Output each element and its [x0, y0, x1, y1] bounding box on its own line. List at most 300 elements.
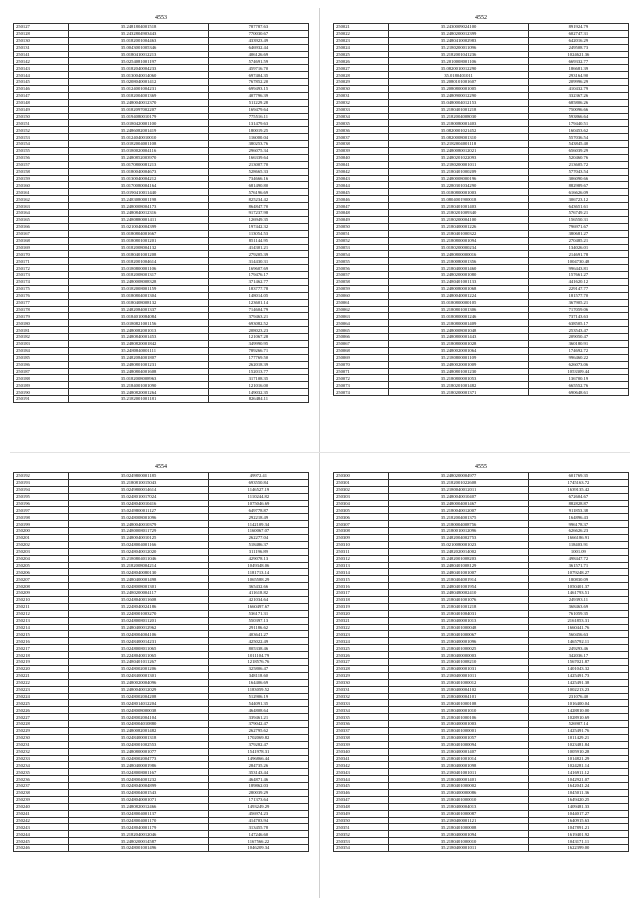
coordinate-cell: 35.2180201009340 [389, 210, 529, 217]
table-row [14, 507, 309, 514]
coordinate-cell: 35.0182097002207 [69, 106, 209, 113]
row-id-cell: 250060 [334, 292, 389, 299]
row-id-cell: 250225 [14, 700, 69, 707]
coordinate-cell: 35.2080101001607 [389, 79, 529, 86]
row-id-cell: 250337 [334, 727, 389, 734]
coordinate-cell: 35.2180401001218 [389, 603, 529, 610]
value-cell: 1649420.25 [528, 796, 628, 803]
row-id-cell: 250156 [14, 154, 69, 161]
table-row [14, 514, 309, 521]
table-row [334, 327, 629, 334]
value-cell: 685806.26 [528, 99, 628, 106]
row-id-cell: 250209 [14, 590, 69, 597]
value-cell: 325806.47 [208, 665, 308, 672]
coordinate-cell: 35.2480410002983 [389, 37, 529, 44]
coordinate-cell: 35.2480008011729 [69, 528, 209, 535]
row-id-cell: 250229 [14, 727, 69, 734]
row-id-cell: 250242 [14, 817, 69, 824]
value-cell: 379463.21 [208, 313, 308, 320]
coordinate-cell: 35.2480820001842 [69, 340, 209, 347]
table-row [334, 278, 629, 285]
table-row [14, 803, 309, 810]
row-id-cell: 250240 [14, 803, 69, 810]
coordinate-cell: 35.2480480002410 [389, 590, 529, 597]
value-cell: 1053309.44 [528, 368, 628, 375]
table-row [334, 120, 629, 127]
value-cell: 882989.67 [528, 182, 628, 189]
table-row [14, 320, 309, 327]
table-row [334, 272, 629, 279]
value-cell: 1046209.34 [208, 845, 308, 852]
table-row [334, 776, 629, 783]
row-id-cell: 250340 [334, 748, 389, 755]
coordinate-cell: 35.0820008001310 [389, 134, 529, 141]
value-cell: 249293.46 [528, 645, 628, 652]
coordinate-cell: 35.0180800001106 [69, 265, 209, 272]
value-cell: 425022.49 [208, 638, 308, 645]
table-row [334, 631, 629, 638]
row-id-cell: 250216 [14, 638, 69, 645]
coordinate-cell: 35.2480040010407 [389, 493, 529, 500]
value-cell: 1016400.04 [528, 700, 628, 707]
row-id-cell: 250166 [14, 223, 69, 230]
value-cell: 1642041.24 [528, 783, 628, 790]
table-row [334, 72, 629, 79]
row-id-cell: 250325 [334, 645, 389, 652]
coordinate-cell: 35.2180400000086 [389, 789, 529, 796]
value-cell: 1181713.14 [208, 569, 308, 576]
value-cell: 681490.80 [208, 182, 308, 189]
row-id-cell: 250233 [14, 755, 69, 762]
coordinate-cell: 35.0248002001206 [69, 665, 209, 672]
value-cell: 213007.70 [208, 161, 308, 168]
value-cell: 626073.06 [528, 361, 628, 368]
value-cell: 1496866.44 [208, 755, 308, 762]
row-id-cell: 250050 [334, 223, 389, 230]
table-row [14, 562, 309, 569]
coordinate-cell: 35.2480401011267 [69, 659, 209, 666]
row-id-cell: 250172 [14, 265, 69, 272]
value-cell: 593866.64 [528, 113, 628, 120]
coordinate-cell: 35.2180200001371 [389, 389, 529, 396]
coordinate-cell: 35.2481804001518 [69, 24, 209, 31]
value-cell: 229147.77 [528, 285, 628, 292]
table-row [14, 493, 309, 500]
row-id-cell: 250167 [14, 230, 69, 237]
value-cell: 433923.49 [208, 37, 308, 44]
table-row [14, 99, 309, 106]
value-cell: 414703.94 [208, 817, 308, 824]
coordinate-cell: 35.2480840012316 [69, 210, 209, 217]
coordinate-cell: 35.2180400000003 [389, 652, 529, 659]
coordinate-cell: 35.2180401001014 [389, 755, 529, 762]
row-id-cell: 250301 [334, 479, 389, 486]
row-id-cell: 250196 [14, 500, 69, 507]
value-cell: 361571.71 [528, 562, 628, 569]
value-cell: 177769.50 [208, 354, 308, 361]
coordinate-cell: 35.2180801001306 [389, 306, 529, 313]
row-id-cell: 250157 [14, 161, 69, 168]
value-cell: 279205.39 [208, 251, 308, 258]
row-id-cell: 250350 [334, 817, 389, 824]
table-row [14, 368, 309, 375]
table-row [14, 603, 309, 610]
row-id-cell: 250314 [334, 569, 389, 576]
coordinate-cell: 35.2480400012962 [69, 624, 209, 631]
value-cell: 577043.54 [528, 168, 628, 175]
table-row [334, 824, 629, 831]
coordinate-cell: 35.0248004001232 [69, 776, 209, 783]
coordinate-cell: 35.0210080001023 [389, 541, 529, 548]
row-id-cell: 250065 [334, 327, 389, 334]
table-row [14, 700, 309, 707]
table-row [14, 541, 309, 548]
coordinate-cell: 35.2480008000196 [389, 175, 529, 182]
row-id-cell: 250058 [334, 278, 389, 285]
coordinate-cell: 35.2480008004173 [69, 203, 209, 210]
row-id-cell: 250210 [14, 597, 69, 604]
row-id-cell: 250127 [14, 24, 69, 31]
value-cell: 113054.53 [208, 230, 308, 237]
table-row [14, 762, 309, 769]
value-cell: 602747.31 [528, 30, 628, 37]
document-page-bottom-left [13, 463, 309, 852]
table-row [334, 51, 629, 58]
row-id-cell: 250204 [14, 555, 69, 562]
row-id-cell: 250175 [14, 285, 69, 292]
value-cell: 1028910.69 [528, 714, 628, 721]
value-cell: 249393.11 [528, 597, 628, 604]
value-cell: 789266.71 [208, 347, 308, 354]
table-row [14, 783, 309, 790]
row-id-cell: 250219 [14, 659, 69, 666]
table-row [14, 824, 309, 831]
coordinate-cell: 35.2480200004977 [389, 473, 529, 480]
coordinate-cell: 35.0248001002553 [69, 741, 209, 748]
row-id-cell: 250192 [14, 473, 69, 480]
coordinate-cell: 35.2480082001013 [69, 327, 209, 334]
row-id-cell: 250236 [14, 776, 69, 783]
coordinate-cell: 35.2180401004031 [389, 610, 529, 617]
table-row [14, 154, 309, 161]
table-row [14, 265, 309, 272]
table-row [334, 161, 629, 168]
row-id-cell: 250153 [14, 134, 69, 141]
coordinate-cell: 35.2182004001375 [389, 514, 529, 521]
table-row [14, 679, 309, 686]
table-row [14, 528, 309, 535]
coordinate-cell: 35.2480040010125 [69, 535, 209, 542]
table-row [14, 58, 309, 65]
coordinate-cell: 35.0182004001369 [69, 92, 209, 99]
coordinate-cell: 35.0248008001167 [69, 769, 209, 776]
value-cell: 646932.44 [208, 44, 308, 51]
page-number: 4554 [155, 464, 167, 470]
row-id-cell: 250162 [14, 196, 69, 203]
table-row [14, 168, 309, 175]
value-cell: 456974.23 [208, 810, 308, 817]
coordinate-cell: 35.0249800011127 [69, 507, 209, 514]
value-cell: 544091.35 [208, 700, 308, 707]
value-cell: 550397.13 [208, 617, 308, 624]
value-cell: 1160067.07 [208, 528, 308, 535]
value-cell: 697404.35 [208, 72, 308, 79]
coordinate-cell: 35.0248040080130 [69, 569, 209, 576]
value-cell: 1218576.76 [208, 659, 308, 666]
row-id-cell: 250141 [14, 51, 69, 58]
value-cell: 181577.70 [528, 292, 628, 299]
value-cell: 775516.11 [208, 113, 308, 120]
value-cell: 214691.78 [528, 251, 628, 258]
row-id-cell: 250322 [334, 624, 389, 631]
row-id-cell: 250200 [14, 528, 69, 535]
coordinate-cell: 35.0180408008132 [69, 299, 209, 306]
row-id-cell: 250190 [14, 389, 69, 396]
table-row [334, 313, 629, 320]
coordinate-cell: 35.0180401011 [389, 72, 529, 79]
table-row [14, 327, 309, 334]
value-cell: 882828.87 [528, 500, 628, 507]
coordinate-cell: 35.2480400001986 [69, 762, 209, 769]
value-cell: 1425491.38 [528, 679, 628, 686]
table-row [14, 51, 309, 58]
value-cell: 750096.66 [528, 106, 628, 113]
coordinate-cell: 35.0248004001166 [69, 541, 209, 548]
table-row [14, 535, 309, 542]
coordinate-cell: 35.0248040001179 [69, 824, 209, 831]
table-row [14, 361, 309, 368]
table-row [14, 79, 309, 86]
page-divider-horizontal [10, 452, 630, 453]
coordinate-cell: 35.2480801001230 [389, 368, 529, 375]
table-row [334, 755, 629, 762]
table-row [334, 748, 629, 755]
coordinate-cell: 35.2482084001807 [69, 354, 209, 361]
row-id-cell: 250174 [14, 278, 69, 285]
coordinate-cell: 35.0248002004104 [69, 714, 209, 721]
table-row [14, 555, 309, 562]
coordinate-cell: 35.0804001900018 [389, 196, 529, 203]
row-id-cell: 250308 [334, 528, 389, 535]
coordinate-cell: 35.2180401000087 [389, 810, 529, 817]
value-cell: 1493249.29 [208, 803, 308, 810]
page-divider-vertical [319, 8, 320, 898]
coordinate-cell: 35.2480840001111 [69, 347, 209, 354]
value-cell: 380681.27 [528, 230, 628, 237]
row-id-cell: 250062 [334, 306, 389, 313]
value-cell: 49972.41 [208, 473, 308, 480]
table-row [14, 796, 309, 803]
coordinate-cell: 35.0248001001496 [69, 845, 209, 852]
value-cell: 410432.79 [528, 86, 628, 93]
row-id-cell: 250309 [334, 535, 389, 542]
value-cell: 371462.77 [208, 278, 308, 285]
table-row [334, 189, 629, 196]
coordinate-cell: 35.0180401001208 [69, 251, 209, 258]
coordinate-cell: 35.2182001041236 [389, 51, 529, 58]
row-id-cell: 250165 [14, 216, 69, 223]
table-row [14, 583, 309, 590]
value-cell: 1079248.27 [528, 569, 628, 576]
row-id-cell: 250221 [14, 672, 69, 679]
coordinate-cell: 35.0182001004614 [69, 258, 209, 265]
value-cell: 787787.63 [208, 24, 308, 31]
table-row [334, 99, 629, 106]
value-cell: 1425491.76 [528, 727, 628, 734]
value-cell: 1047891.21 [528, 824, 628, 831]
value-cell: 1075046.69 [208, 500, 308, 507]
table-row [334, 831, 629, 838]
value-cell: 1014821.29 [528, 755, 628, 762]
coordinate-cell: 35.2180800001409 [389, 320, 529, 327]
value-cell: 626626.23 [528, 528, 628, 535]
table-row [14, 182, 309, 189]
row-id-cell: 250195 [14, 493, 69, 500]
value-cell: 209050.47 [528, 334, 628, 341]
value-cell: 317108.35 [208, 375, 308, 382]
coordinate-cell: 35.2480080001068 [389, 285, 529, 292]
coordinate-cell: 35.2480840001453 [69, 334, 209, 341]
table-row [334, 693, 629, 700]
coordinate-cell: 35.0248004001137 [69, 810, 209, 817]
coordinate-cell: 35.2480008008328 [69, 278, 209, 285]
table-row [334, 796, 629, 803]
coordinate-cell: 35.2180400001031 [389, 665, 529, 672]
coordinate-cell: 35.2480800000016 [389, 251, 529, 258]
value-cell: 825234.42 [208, 196, 308, 203]
coordinate-cell: 35.0182040004233 [69, 65, 209, 72]
table-row [14, 631, 309, 638]
value-cell: 332367.26 [528, 92, 628, 99]
value-cell: 1043171.11 [528, 838, 628, 845]
table-row [334, 548, 629, 555]
table-row [14, 210, 309, 217]
row-id-cell: 250305 [334, 507, 389, 514]
coordinate-cell: 35.0248040010416 [69, 500, 209, 507]
row-id-cell: 250023 [334, 37, 389, 44]
value-cell: 1619401.92 [528, 831, 628, 838]
table-row [334, 789, 629, 796]
value-cell: 157661.27 [528, 272, 628, 279]
coordinate-cell: 35.2180040012011 [389, 486, 529, 493]
coordinate-cell: 35.2180200011096 [389, 44, 529, 51]
table-row [334, 555, 629, 562]
value-cell: 421034.64 [208, 597, 308, 604]
row-id-cell: 250168 [14, 237, 69, 244]
value-cell: 1050401.37 [528, 583, 628, 590]
row-id-cell: 250243 [14, 824, 69, 831]
value-cell: 805338.46 [208, 645, 308, 652]
table-row [334, 354, 629, 361]
value-cell: 147246.60 [208, 831, 308, 838]
table-row [334, 113, 629, 120]
table-row [14, 340, 309, 347]
row-id-cell: 250336 [334, 721, 389, 728]
document-page-top-right [333, 14, 629, 396]
row-id-cell: 250199 [14, 521, 69, 528]
value-cell: 342036.17 [528, 652, 628, 659]
table-row [334, 507, 629, 514]
coordinate-cell: 35.2480040012029 [69, 686, 209, 693]
row-id-cell: 250063 [334, 313, 389, 320]
table-row [14, 120, 309, 127]
coordinate-cell: 35.2180401001011 [389, 769, 529, 776]
coordinate-cell: 35.0182001004463 [69, 37, 209, 44]
row-id-cell: 250324 [334, 638, 389, 645]
table-row [14, 272, 309, 279]
row-id-cell: 250197 [14, 507, 69, 514]
row-id-cell: 250046 [334, 196, 389, 203]
table-row [334, 493, 629, 500]
coordinate-cell: 35.0249800001185 [69, 473, 209, 480]
row-id-cell: 250066 [334, 334, 389, 341]
value-cell: 1567021.87 [528, 659, 628, 666]
table-row [334, 168, 629, 175]
row-id-cell: 250194 [14, 486, 69, 493]
table-row [14, 148, 309, 155]
value-cell: 189862.03 [208, 783, 308, 790]
row-id-cell: 250241 [14, 810, 69, 817]
coordinate-cell: 35.0180804001667 [69, 230, 209, 237]
row-id-cell: 250341 [334, 755, 389, 762]
row-id-cell: 250036 [334, 127, 389, 134]
value-cell: 1049348.06 [208, 562, 308, 569]
table-row [334, 134, 629, 141]
value-cell: 414301.21 [208, 244, 308, 251]
row-id-cell: 250330 [334, 679, 389, 686]
table-row [14, 741, 309, 748]
coordinate-cell: 35.0190410011440 [69, 189, 209, 196]
row-id-cell: 250235 [14, 769, 69, 776]
row-id-cell: 250321 [334, 617, 389, 624]
coordinate-cell: 35.0124040010010 [69, 134, 209, 141]
coordinate-cell: 35.2480401001954 [389, 583, 529, 590]
value-cell: 693082.52 [208, 320, 308, 327]
coordinate-cell: 35.2180040012007 [389, 507, 529, 514]
table-row [14, 817, 309, 824]
row-id-cell: 250239 [14, 796, 69, 803]
table-row [14, 354, 309, 361]
table-row [14, 24, 309, 31]
table-row [14, 714, 309, 721]
table-row [334, 617, 629, 624]
table-row [334, 244, 629, 251]
table-row [334, 521, 629, 528]
table-row [14, 610, 309, 617]
table-row [334, 583, 629, 590]
coordinate-cell: 35.0180821001156 [69, 320, 209, 327]
coordinate-cell: 35.2180401001218 [389, 106, 529, 113]
coordinate-cell: 35.2480020004096 [69, 679, 209, 686]
coordinate-cell: 35.0248040012020 [69, 548, 209, 555]
row-id-cell: 250352 [334, 831, 389, 838]
coordinate-cell: 35.2248001003270 [69, 610, 209, 617]
coordinate-cell: 35.2180800001028 [389, 340, 529, 347]
table-row [334, 659, 629, 666]
value-cell: 690648.61 [528, 389, 628, 396]
coordinate-cell: 35.2180400004101 [389, 693, 529, 700]
row-id-cell: 250040 [334, 154, 389, 161]
row-id-cell: 250312 [334, 555, 389, 562]
table-row [14, 251, 309, 258]
row-id-cell: 250307 [334, 521, 389, 528]
row-id-cell: 250311 [334, 548, 389, 555]
value-cell: 164406.69 [208, 679, 308, 686]
row-id-cell: 250177 [14, 299, 69, 306]
coordinate-cell: 35.0248004001170 [69, 817, 209, 824]
value-cell: 1011104.79 [208, 652, 308, 659]
table-row [14, 617, 309, 624]
